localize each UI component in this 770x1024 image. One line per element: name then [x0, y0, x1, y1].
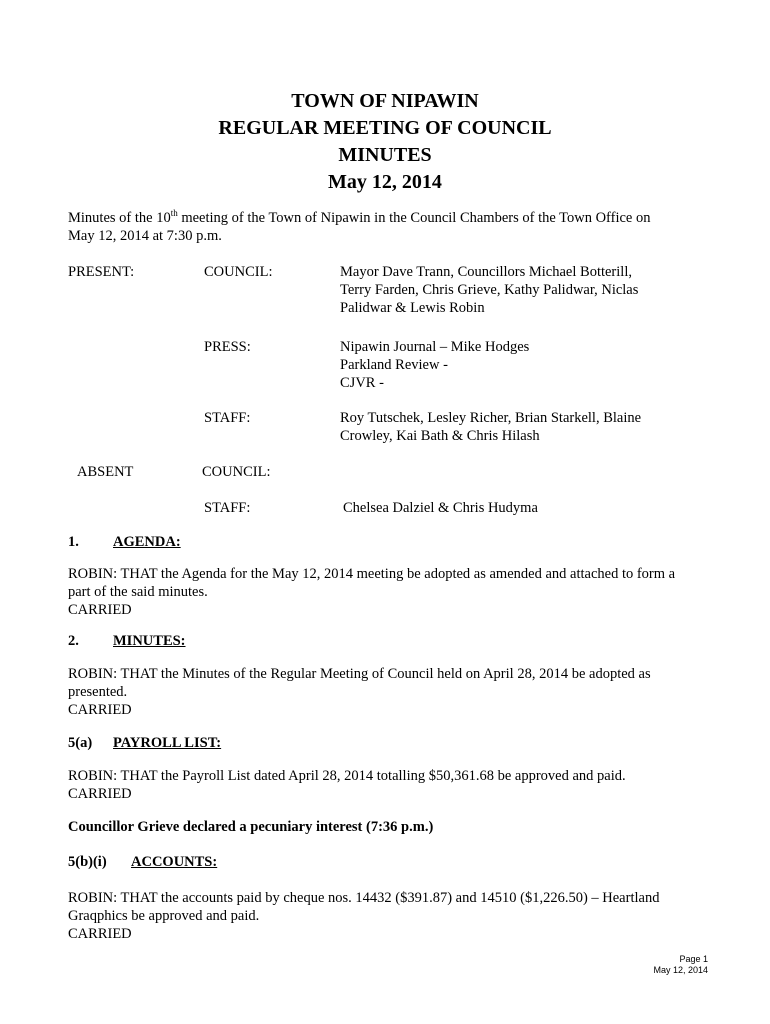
minutes-heading: MINUTES: — [113, 633, 186, 649]
payroll-heading: PAYROLL LIST: — [113, 735, 222, 751]
intro-text-3: May 12, 2014 at 7:30 p.m. — [68, 228, 222, 244]
payroll-carried: CARRIED — [68, 786, 132, 802]
footer-page-number: Page 1 — [679, 954, 708, 964]
agenda-motion — [68, 565, 718, 619]
staff-line: Roy Tutschek, Lesley Richer, Brian Starkell, Blaine — [340, 410, 642, 426]
council-label: COUNCIL: — [204, 264, 273, 280]
payroll-number: 5(a) — [68, 735, 93, 751]
press-line: Nipawin Journal – Mike Hodges — [340, 339, 530, 355]
press-members — [340, 338, 529, 392]
minutes-motion-line: presented. — [68, 684, 128, 700]
council-line: Mayor Dave Trann, Councillors Michael Botterill, — [340, 264, 632, 280]
accounts-number: 5(b)(i) — [68, 854, 107, 870]
absent-label: ABSENT — [77, 464, 134, 480]
footer-date: May 12, 2014 — [653, 965, 708, 975]
title-minutes: MINUTES — [338, 144, 432, 166]
document-title — [0, 88, 770, 196]
intro-superscript: th — [170, 208, 178, 219]
staff-label: STAFF: — [204, 410, 251, 426]
staff-members — [340, 409, 641, 445]
accounts-motion — [68, 889, 718, 943]
accounts-motion-line: ROBIN: THAT the accounts paid by cheque nos. 14432 ($391.87) and 14510 ($1,226.50) – Heartland — [68, 890, 660, 906]
agenda-number: 1. — [68, 534, 79, 550]
agenda-motion-line: ROBIN: THAT the Agenda for the May 12, 2014 meeting be adopted as amended and attached to form a — [68, 566, 676, 582]
absent-staff-label: STAFF: — [204, 500, 251, 516]
absent-council-label: COUNCIL: — [202, 464, 271, 480]
council-line: Terry Farden, Chris Grieve, Kathy Palidwar, Niclas — [340, 282, 639, 298]
minutes-motion — [68, 665, 718, 719]
agenda-motion-line: part of the said minutes. — [68, 584, 208, 600]
accounts-motion-line: Graqphics be approved and paid. — [68, 908, 260, 924]
title-meeting: REGULAR MEETING OF COUNCIL — [218, 117, 552, 139]
agenda-carried: CARRIED — [68, 602, 132, 618]
council-line: Palidwar & Lewis Robin — [340, 300, 485, 316]
press-label: PRESS: — [204, 339, 251, 355]
title-town: TOWN OF NIPAWIN — [291, 90, 479, 112]
accounts-heading: ACCOUNTS: — [131, 854, 218, 870]
staff-line: Crowley, Kai Bath & Chris Hilash — [340, 428, 540, 444]
council-members — [340, 263, 638, 317]
minutes-number: 2. — [68, 633, 79, 649]
payroll-motion-line: ROBIN: THAT the Payroll List dated April 28, 2014 totalling $50,361.68 be approved and paid. — [68, 768, 626, 784]
press-line: Parkland Review - — [340, 357, 448, 373]
press-line: CJVR - — [340, 375, 384, 391]
absent-staff-names: Chelsea Dalziel & Chris Hudyma — [343, 500, 538, 516]
intro-paragraph — [68, 209, 718, 245]
minutes-motion-line: ROBIN: THAT the Minutes of the Regular Meeting of Council held on April 28, 2014 be adopted as — [68, 666, 651, 682]
page-footer — [653, 954, 708, 976]
accounts-carried: CARRIED — [68, 926, 132, 942]
intro-text-2: meeting of the Town of Nipawin in the Council Chambers of the Town Office on — [177, 210, 651, 226]
pecuniary-interest-note: Councillor Grieve declared a pecuniary interest (7:36 p.m.) — [68, 819, 434, 835]
payroll-motion — [68, 767, 718, 803]
minutes-carried: CARRIED — [68, 702, 132, 718]
intro-text-1: Minutes of the 10 — [68, 210, 171, 226]
title-date: May 12, 2014 — [328, 171, 442, 193]
agenda-heading: AGENDA: — [113, 534, 181, 550]
present-label: PRESENT: — [68, 264, 135, 280]
